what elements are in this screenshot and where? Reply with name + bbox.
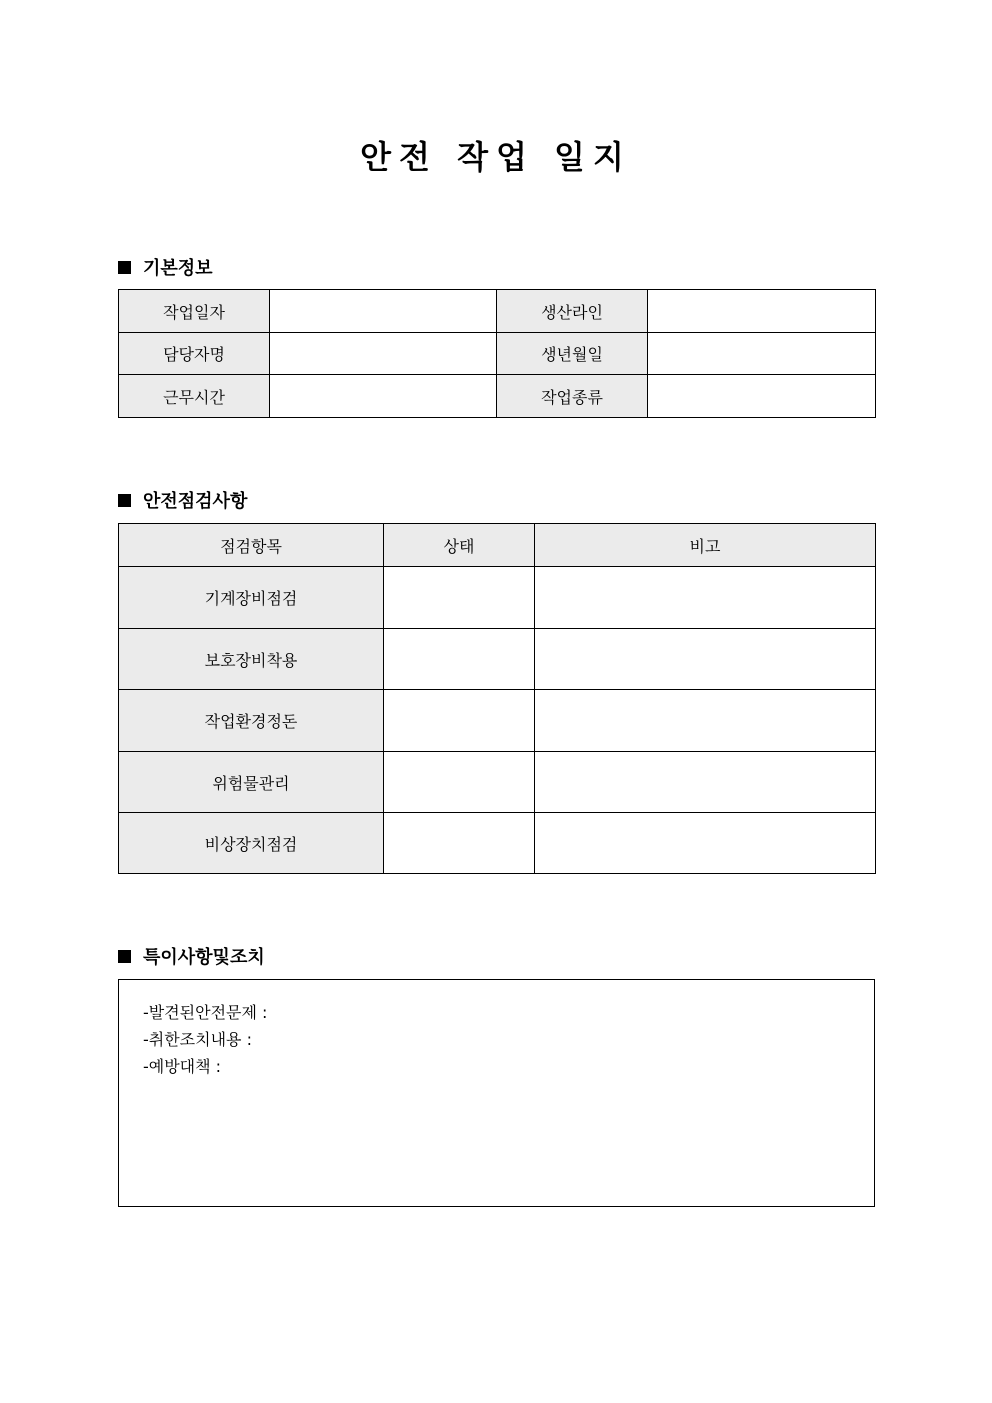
section-heading-label: 특이사항및조치 <box>143 947 265 968</box>
table-row <box>119 629 876 690</box>
check-item-label: 작업환경정돈 <box>119 690 384 752</box>
production-line-label: 생산라인 <box>497 290 648 333</box>
table-row <box>119 290 876 333</box>
status-cell[interactable] <box>384 690 535 752</box>
status-cell[interactable] <box>384 629 535 690</box>
remark-cell[interactable] <box>535 813 876 874</box>
section-heading-safety-check <box>118 487 247 513</box>
square-icon <box>118 494 131 507</box>
page-title: 안전 작업 일지 <box>360 138 632 176</box>
work-hours-label: 근무시간 <box>119 375 270 418</box>
work-hours-field[interactable] <box>270 375 497 418</box>
table-header-row <box>119 524 876 567</box>
table-row <box>119 752 876 813</box>
notes-line-prevention: -예방대책 : <box>143 1057 222 1076</box>
section-heading-notes <box>118 943 265 969</box>
section-heading-basic-info <box>118 254 213 280</box>
remark-cell[interactable] <box>535 567 876 629</box>
square-icon <box>118 261 131 274</box>
table-row <box>119 375 876 418</box>
remark-cell[interactable] <box>535 629 876 690</box>
table-row <box>119 813 876 874</box>
production-line-field[interactable] <box>648 290 876 333</box>
status-cell[interactable] <box>384 567 535 629</box>
birth-date-label: 생년월일 <box>497 333 648 375</box>
work-type-label: 작업종류 <box>497 375 648 418</box>
square-icon <box>118 950 131 963</box>
remark-cell[interactable] <box>535 752 876 813</box>
status-cell[interactable] <box>384 752 535 813</box>
basic-info-table <box>118 289 876 418</box>
notes-line-action-taken: -취한조치내용 : <box>143 1030 252 1049</box>
check-item-label: 위험물관리 <box>119 752 384 813</box>
safety-check-table <box>118 523 876 874</box>
column-header-remark: 비고 <box>535 524 876 567</box>
section-heading-label: 기본정보 <box>143 258 213 279</box>
column-header-item: 점검항목 <box>119 524 384 567</box>
work-date-label: 작업일자 <box>119 290 270 333</box>
column-header-status: 상태 <box>384 524 535 567</box>
check-item-label: 비상장치점검 <box>119 813 384 874</box>
birth-date-field[interactable] <box>648 333 876 375</box>
check-item-label: 기계장비점검 <box>119 567 384 629</box>
remark-cell[interactable] <box>535 690 876 752</box>
table-row <box>119 567 876 629</box>
manager-name-label: 담당자명 <box>119 333 270 375</box>
work-date-field[interactable] <box>270 290 497 333</box>
section-heading-label: 안전점검사항 <box>143 491 248 512</box>
table-row <box>119 333 876 375</box>
manager-name-field[interactable] <box>270 333 497 375</box>
notes-box[interactable] <box>118 979 875 1207</box>
notes-line-found-issue: -발견된안전문제 : <box>143 1003 268 1022</box>
table-row <box>119 690 876 752</box>
work-type-field[interactable] <box>648 375 876 418</box>
check-item-label: 보호장비착용 <box>119 629 384 690</box>
status-cell[interactable] <box>384 813 535 874</box>
